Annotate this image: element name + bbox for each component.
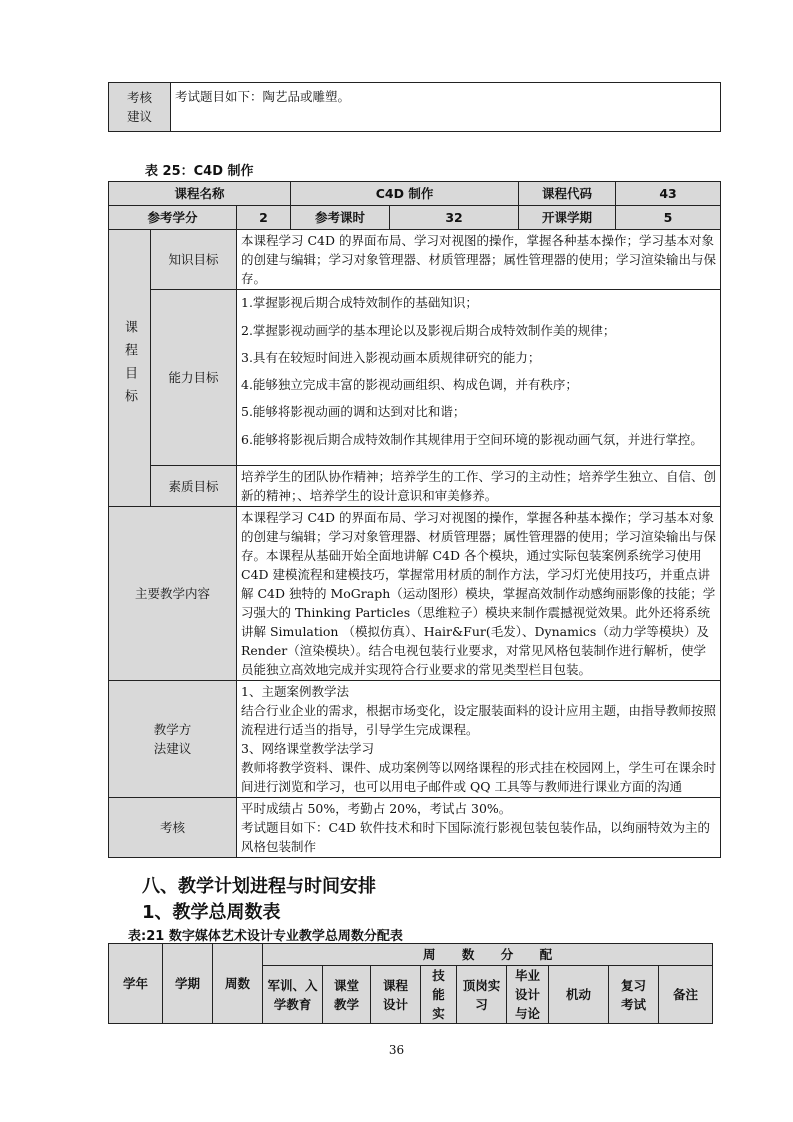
sub-col: 课程设计	[371, 966, 421, 1024]
hours-label: 参考课时	[291, 206, 390, 230]
method-line: 教师将教学资料、课件、成功案例等以网络课程的形式挂在校园网上，学生可在课余时间进行浏览和学习，也可以用电子邮件或 QQ 工具等与教师进行课业方面的沟通	[241, 760, 717, 794]
ability-item: 1.掌握影视后期合成特效制作的基础知识；	[241, 295, 478, 310]
method-cell	[237, 681, 721, 798]
content-label: 主要教学内容	[109, 507, 237, 681]
table25	[108, 181, 721, 858]
assess-line: 平时成绩占 50%，考勤占 20%，考试占 30%。	[241, 801, 512, 816]
semester-value: 5	[616, 206, 721, 230]
assess-label: 考核	[109, 798, 237, 858]
ability-label: 能力目标	[151, 290, 237, 466]
hours-value: 32	[390, 206, 519, 230]
knowledge-text: 本课程学习 C4D 的界面布局、学习对视图的操作，掌握各种基本操作；学习基本对象的创建与编辑；学习对象管理器、材质管理器；属性管理器的使用；学习渲染输出与保存。	[237, 230, 721, 290]
quality-label: 素质目标	[151, 466, 237, 507]
col-year: 学年	[109, 944, 163, 1024]
credits-label: 参考学分	[109, 206, 237, 230]
assessment-content: 考试题目如下：陶艺品或雕塑。	[171, 83, 721, 132]
ability-item: 5.能够将影视动画的调和达到对比和谐；	[241, 404, 466, 419]
quality-text: 培养学生的团队协作精神；培养学生的工作、学习的主动性；培养学生独立、自信、创新的精神；、培养学生的设计意识和审美修养。	[237, 466, 721, 507]
objectives-label: 课程目标	[122, 320, 137, 412]
objectives-label-cell	[109, 230, 151, 507]
page-number: 36	[388, 1043, 405, 1057]
table25-caption: 表 25：C4D 制作	[145, 164, 254, 179]
ability-item: 6.能够将影视后期合成特效制作其规律用于空间环境的影视动画气氛，并进行掌控。	[241, 432, 703, 447]
top-assessment-table	[108, 82, 721, 132]
col-weeks: 周数	[213, 944, 263, 1024]
ability-cell	[237, 290, 721, 466]
method-line: 3、网络课堂教学法学习	[241, 741, 374, 756]
assessment-label: 考核 建议	[109, 83, 171, 132]
semester-label: 开课学期	[519, 206, 616, 230]
week-distribution-header: 周 数 分 配	[263, 944, 713, 966]
method-label: 教学方法建议	[109, 681, 237, 798]
sub-col: 课堂教学	[323, 966, 371, 1024]
sub-heading: 1、教学总周数表	[142, 902, 281, 923]
course-code: 43	[616, 182, 721, 206]
sub-col: 顶岗实习	[457, 966, 507, 1024]
course-name-label: 课程名称	[109, 182, 291, 206]
table21	[108, 943, 713, 1024]
assess-line: 考试题目如下：C4D 软件技术和时下国际流行影视包装包装作品，以绚丽特效为主的风格包装制作	[241, 820, 711, 854]
sub-col: 备注	[659, 966, 713, 1024]
col-term: 学期	[163, 944, 213, 1024]
content-text: 本课程学习 C4D 的界面布局、学习对视图的操作，掌握各种基本操作；学习基本对象的创建与编辑；学习对象管理器、材质管理器；属性管理器的使用；学习渲染输出与保存。本课程从基础开始全面地讲解 C4D 各个模块，通过实际包装案例系统学习使用 C4D 建模流程和建模技巧，掌握常用材质的制作方法，学习灯光使用技巧，并重点讲解 C4D 独特的 MoGraph（运动图形）模块，掌握高效制作动感绚丽影像的技能；学习强大的 Thinking Particles（思维粒子）模块来制作震撼视觉效果。此外还将系统讲解 Simulation （模拟仿真）、Hair&Fur(毛发）、Dynamics（动力学等模块）及 Render（渲染模块）。结合电视包装行业要求，对常见风格包装制作进行解析，使学员能独立高效地完成并实现符合行业要求的常见类型栏目包装。	[237, 507, 721, 681]
sub-col: 技能实	[421, 966, 457, 1024]
credits-value: 2	[237, 206, 291, 230]
sub-col: 军训、入学教育	[263, 966, 323, 1024]
course-code-label: 课程代码	[519, 182, 616, 206]
ability-item: 4.能够独立完成丰富的影视动画组织、构成色调，并有秩序；	[241, 377, 578, 392]
sub-col: 毕业设计与论	[507, 966, 549, 1024]
assess-cell	[237, 798, 721, 858]
sub-col: 机动	[549, 966, 609, 1024]
sub-col: 复习考试	[609, 966, 659, 1024]
knowledge-label: 知识目标	[151, 230, 237, 290]
method-line: 结合行业企业的需求，根据市场变化，设定服装面料的设计应用主题，由指导教师按照流程进行适当的指导，引导学生完成课程。	[241, 703, 717, 737]
course-name: C4D 制作	[291, 182, 519, 206]
ability-item: 2.掌握影视动画学的基本理论以及影视后期合成特效制作美的规律；	[241, 323, 616, 338]
section-heading: 八、教学计划进程与时间安排	[142, 876, 376, 897]
ability-item: 3.具有在较短时间进入影视动画本质规律研究的能力；	[241, 350, 541, 365]
table21-caption: 表:21 数字媒体艺术设计专业教学总周数分配表	[128, 929, 403, 944]
method-line: 1、主题案例教学法	[241, 684, 349, 699]
